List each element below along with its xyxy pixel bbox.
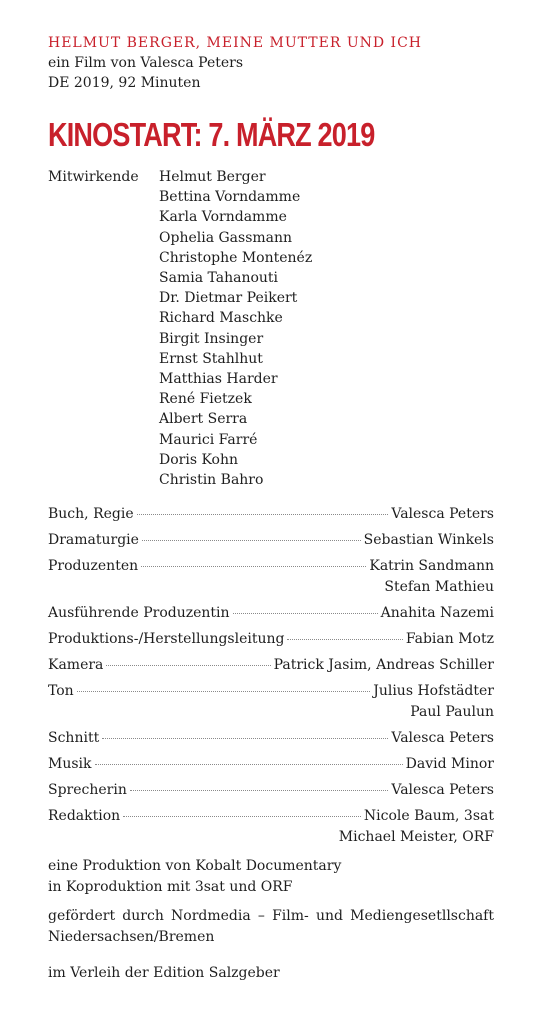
credit-name: Fabian Motz <box>405 631 494 648</box>
cast-member: Karla Vorndamme <box>159 209 287 226</box>
dot-leader <box>77 691 371 692</box>
credit-name: Julius Hofstädter <box>373 683 494 700</box>
credit-entry <box>48 530 494 551</box>
credit-entry <box>48 806 494 848</box>
cast-member: Helmut Berger <box>159 169 266 185</box>
credit-name: Valesca Peters <box>391 782 494 799</box>
credit-name: Nicole Baum, 3sat <box>363 808 494 825</box>
credit-name: Katrin Sandmann <box>369 558 494 575</box>
cast-member: Albert Serra <box>159 411 248 428</box>
cast-member: Christin Bahro <box>159 472 264 489</box>
credit-name-extra: Stefan Mathieu <box>384 579 494 596</box>
credit-entry <box>48 780 494 801</box>
coproduction-line: in Koproduktion mit 3sat und ORF <box>48 878 293 895</box>
dot-leader <box>233 613 378 614</box>
credit-name: Valesca Peters <box>391 506 494 523</box>
cast-member: Doris Kohn <box>159 451 239 468</box>
credit-entry <box>48 504 494 525</box>
production-line: eine Produktion von Kobalt Documentary <box>48 858 342 875</box>
distribution-note: im Verleih der Edition Salzgeber <box>48 965 280 982</box>
credit-row <box>48 681 494 702</box>
cast-section <box>48 167 494 490</box>
cast-member: Christophe Montenéz <box>159 249 313 266</box>
cast-label: Mitwirkende <box>48 169 139 185</box>
credit-role: Produktions-/Herstellungsleitung <box>48 631 285 648</box>
dot-leader <box>130 790 389 791</box>
film-title: HELMUT BERGER, MEINE MUTTER UND ICH <box>48 35 423 51</box>
cast-member: Matthias Harder <box>159 371 278 388</box>
credit-row <box>48 655 494 676</box>
credit-name-extra: Michael Meister, ORF <box>338 829 494 846</box>
dot-leader <box>142 540 361 541</box>
credit-entry <box>48 629 494 650</box>
credit-entry <box>48 728 494 749</box>
credit-entry <box>48 754 494 775</box>
credit-role: Produzenten <box>48 558 139 575</box>
credit-name: Patrick Jasim, Andreas Schiller <box>273 657 494 674</box>
credit-role: Ton <box>48 683 74 700</box>
credit-name: Sebastian Winkels <box>363 532 494 549</box>
credit-role: Dramaturgie <box>48 532 139 549</box>
credit-role: Sprecherin <box>48 782 127 799</box>
dot-leader <box>287 639 402 640</box>
credit-name: David Minor <box>405 756 494 773</box>
credit-role: Ausführende Produzentin <box>48 605 230 622</box>
production-notes <box>48 856 494 984</box>
credit-role: Schnitt <box>48 730 100 747</box>
dot-leader <box>141 566 366 567</box>
dot-leader <box>102 738 388 739</box>
credit-name-extra: Paul Paulun <box>410 704 494 721</box>
credit-row <box>48 603 494 624</box>
credit-row <box>48 754 494 775</box>
cast-member: Samia Tahanouti <box>159 270 279 287</box>
cast-member: Bettina Vorndamme <box>159 189 301 206</box>
credit-entry <box>48 655 494 676</box>
credit-role: Musik <box>48 756 92 773</box>
credit-role: Kamera <box>48 657 104 674</box>
film-header <box>48 33 494 155</box>
funding-note: gefördert durch Nordmedia – Film- und Mediengesetllschaft Niedersachsen/Bremen <box>48 908 494 945</box>
dot-leader <box>106 665 270 666</box>
dot-leader <box>137 514 389 515</box>
credit-row <box>48 530 494 551</box>
credit-name: Anahita Nazemi <box>380 605 494 622</box>
credit-row <box>48 629 494 650</box>
dot-leader <box>95 764 403 765</box>
credit-role: Redaktion <box>48 808 121 825</box>
cast-member: Birgit Insinger <box>159 330 264 347</box>
production-note <box>48 856 494 897</box>
meta-line: DE 2019, 92 Minuten <box>48 75 201 91</box>
release-date-heading: KINOSTART: 7. MÄRZ 2019 <box>48 116 375 153</box>
credits-page <box>48 33 494 993</box>
director-line: ein Film von Valesca Peters <box>48 55 244 71</box>
cast-member: Ernst Stahlhut <box>159 350 263 367</box>
cast-member: Maurici Farré <box>159 431 258 448</box>
credit-row <box>48 504 494 525</box>
credit-role: Buch, Regie <box>48 506 134 523</box>
credit-row <box>48 806 494 827</box>
credit-row <box>48 780 494 801</box>
cast-member: Dr. Dietmar Peikert <box>159 290 298 307</box>
credit-entry <box>48 556 494 598</box>
crew-credits <box>48 504 494 848</box>
dot-leader <box>123 816 361 817</box>
credit-row <box>48 556 494 577</box>
cast-list <box>159 167 312 490</box>
cast-member: Richard Maschke <box>159 310 283 327</box>
credit-row <box>48 728 494 749</box>
credit-entry <box>48 603 494 624</box>
credit-name: Valesca Peters <box>391 730 494 747</box>
cast-member: René Fietzek <box>159 391 252 408</box>
credit-entry <box>48 681 494 723</box>
cast-member: Ophelia Gassmann <box>159 229 293 246</box>
